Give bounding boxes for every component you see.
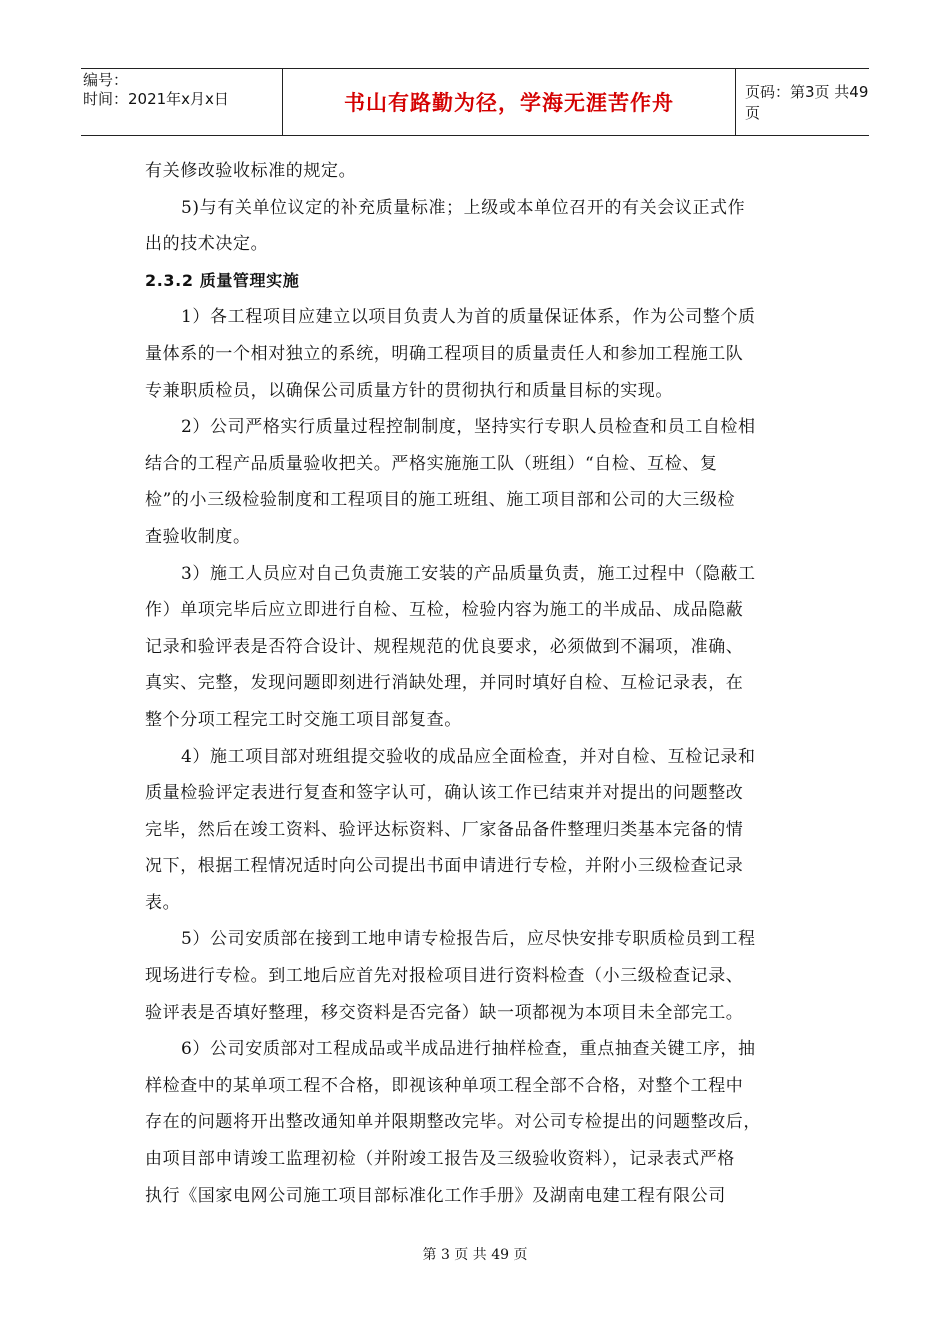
paragraph-line: 作）单项完毕后应立即进行自检、互检，检验内容为施工的半成品、成品隐蔽: [145, 600, 744, 621]
document-body: [145, 153, 805, 1214]
paragraph-line: 真实、完整，发现问题即刻进行消缺处理，并同时填好自检、互检记录表，在: [145, 673, 744, 694]
paragraph-line: 4）施工项目部对班组提交验收的成品应全面检查，并对自检、互检记录和: [181, 746, 756, 767]
paragraph-line: 表。: [145, 892, 181, 913]
paragraph-line: 6）公司安质部对工程成品或半成品进行抽样检查，重点抽查关键工序，抽: [181, 1039, 756, 1060]
paragraph-line: 执行《国家电网公司施工项目部标准化工作手册》及湖南电建工程有限公司: [145, 1185, 726, 1206]
paragraph-line: 检”的小三级检验制度和工程项目的施工班组、施工项目部和公司的大三级检: [145, 490, 736, 511]
page-footer: 第 3 页 共 49 页: [422, 1247, 528, 1263]
page-header: [81, 68, 869, 136]
paragraph-line: 有关修改验收标准的规定。: [145, 161, 357, 181]
header-page-info: 页码：第3页 共49页: [745, 83, 869, 122]
paragraph-line: 专兼职质检员，以确保公司质量方针的贯彻执行和质量目标的实现。: [145, 380, 673, 401]
paragraph-line: 由项目部申请竣工监理初检（并附竣工报告及三级验收资料），记录表式严格: [145, 1149, 735, 1170]
paragraph-line: 验评表是否填好整理，移交资料是否完备）缺一项都视为本项目未全部完工。: [145, 1002, 744, 1023]
header-motto: 书山有路勤为径，学海无涯苦作舟: [282, 69, 736, 135]
paragraph-line: 整个分项工程完工时交施工项目部复查。: [145, 709, 462, 730]
header-meta: [81, 69, 282, 137]
paragraph-line: 1）各工程项目应建立以项目负责人为首的质量保证体系，作为公司整个质: [181, 307, 756, 328]
paragraph-line: 查验收制度。: [145, 526, 251, 547]
paragraph-line: 现场进行专检。到工地后应首先对报检项目进行资料检查（小三级检查记录、: [145, 966, 744, 987]
section-heading: 2.3.2 质量管理实施: [145, 270, 300, 290]
paragraph-line: 完毕，然后在竣工资料、验评达标资料、厂家备品备件整理归类基本完备的情: [145, 819, 744, 840]
paragraph-line: 存在的问题将开出整改通知单并限期整改完毕。对公司专检提出的问题整改后，: [145, 1112, 761, 1133]
paragraph-line: 量体系的一个相对独立的系统，明确工程项目的质量责任人和参加工程施工队: [145, 343, 744, 364]
paragraph-line: 质量检验评定表进行复查和签字认可，确认该工作已结束并对提出的问题整改: [145, 783, 744, 804]
paragraph-line: 5)与有关单位议定的补充质量标准；上级或本单位召开的有关会议正式作: [181, 197, 746, 218]
paragraph-line: 况下，根据工程情况适时向公司提出书面申请进行专检，并附小三级检查记录: [145, 856, 744, 877]
paragraph-line: 2）公司严格实行质量过程控制制度，坚持实行专职人员检查和员工自检相: [181, 417, 756, 438]
paragraph-line: 3）施工人员应对自己负责施工安装的产品质量负责，施工过程中（隐蔽工: [181, 563, 756, 584]
paragraph-line: 样检查中的某单项工程不合格，即视该种单项工程全部不合格，对整个工程中: [145, 1075, 744, 1096]
paragraph-line: 5）公司安质部在接到工地申请专检报告后，应尽快安排专职质检员到工程: [181, 929, 756, 950]
serial-label: 编号：: [83, 71, 129, 89]
paragraph-line: 记录和验评表是否符合设计、规程规范的优良要求，必须做到不漏项，准确、: [145, 636, 744, 657]
paragraph-line: 出的技术决定。: [145, 234, 269, 255]
date-label: 时间：2021年x月x日: [83, 90, 229, 108]
paragraph-line: 结合的工程产品质量验收把关。严格实施施工队（班组）“自检、互检、复: [145, 453, 718, 474]
